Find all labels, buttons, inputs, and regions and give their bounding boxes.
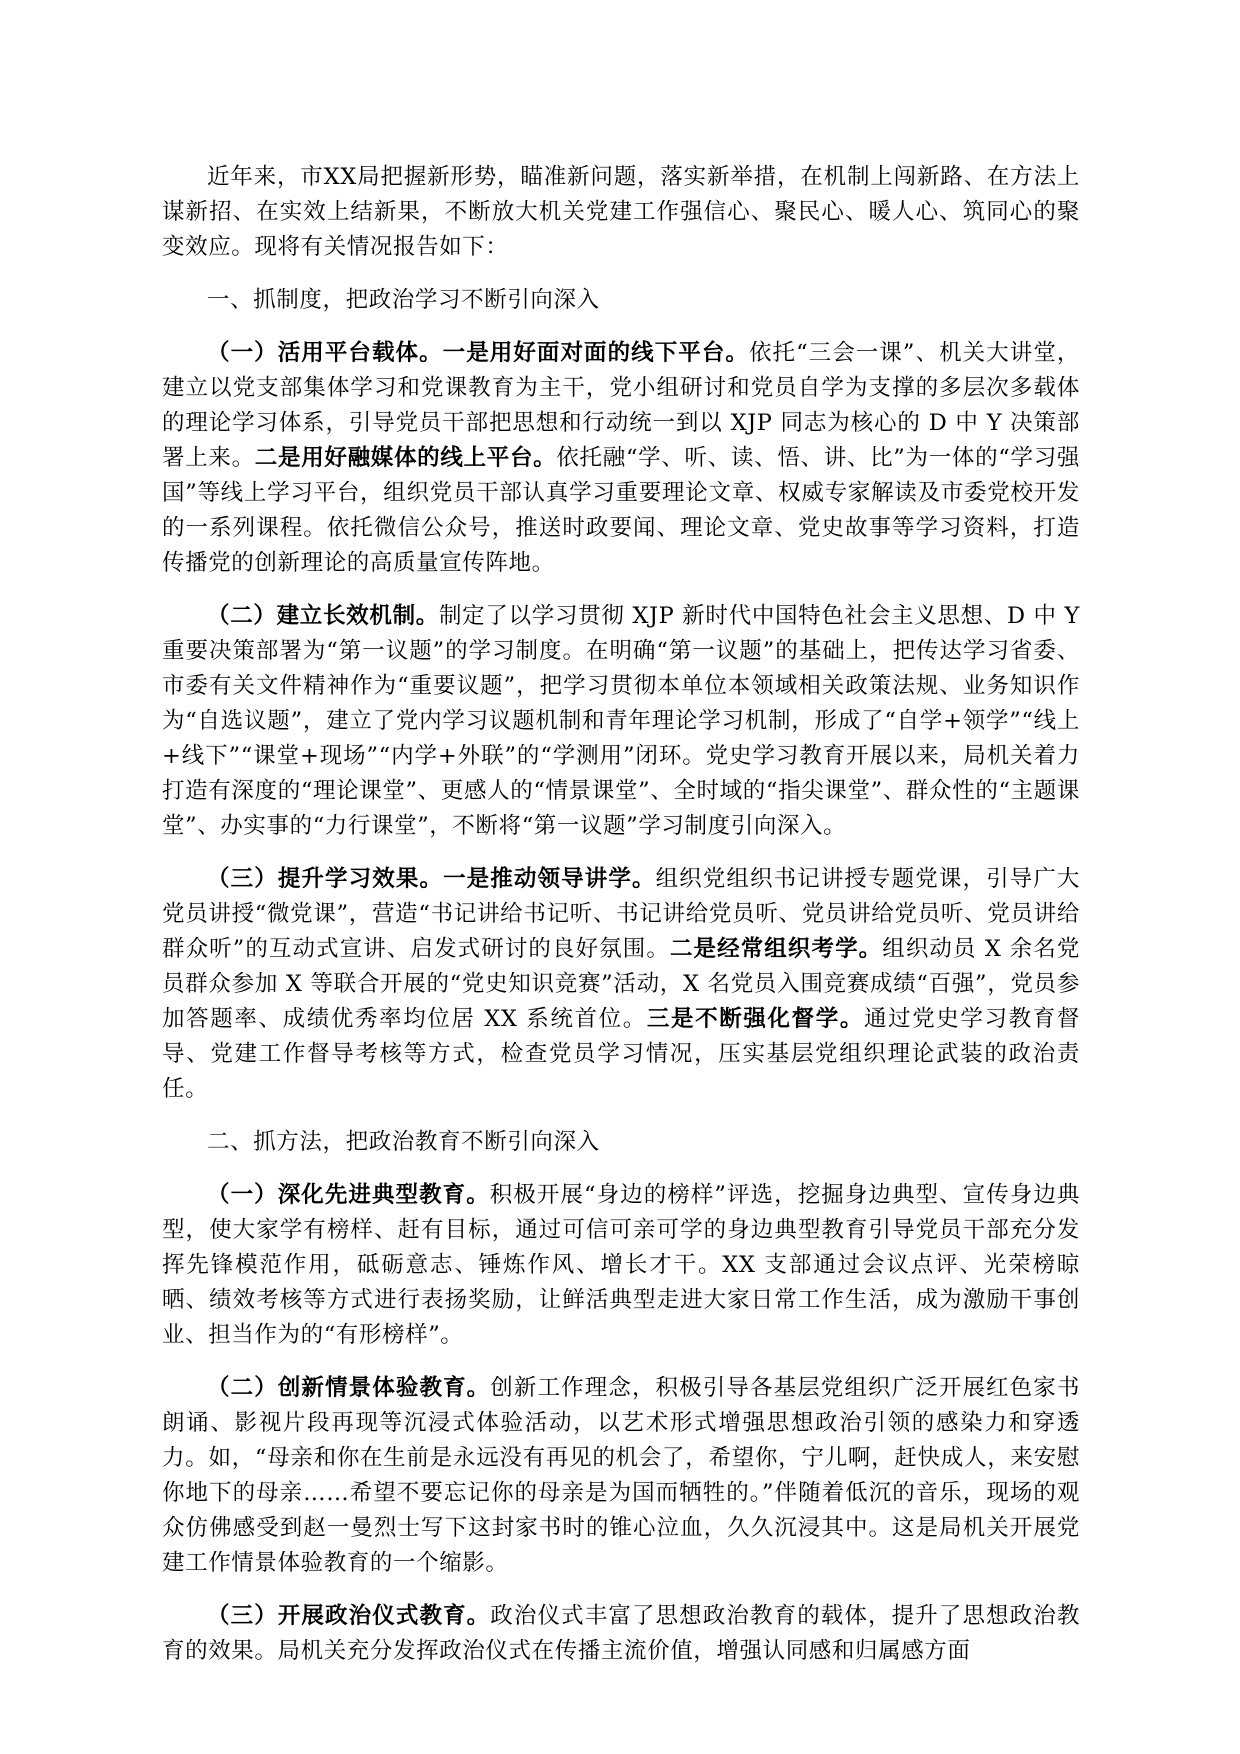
section2-paragraph-2 [162,1371,1080,1581]
paragraph-text: 组织党组织书记讲授专题党课，引导广大党员讲授“微党课”，营造“书记讲给书记听、书记讲给党员听、党员讲给党员听、党员讲给群众听”的互动式宣讲、启发式研讨的良好氛围。 [162,866,1080,962]
bold-phrase: 二是用好融媒体的线上平台。 [254,445,557,471]
paragraph-text: 依托“三会一课”、机关大讲堂，建立以党支部集体学习和党课教育为主干，党小组研讨和党员自学为支撑的多层次多载体的理论学习体系，引导党员干部把思想和行动统一到以 XJP 同志为核心的 D 中 Y 决策部署上来。 [162,340,1080,471]
subheading-lead: （二）创新情景体验教育。 [207,1375,491,1401]
bold-phrase: 二是经常组织考学。 [669,936,883,962]
subheading-lead: （三）提升学习效果。一是推动领导讲学。 [207,866,656,892]
intro-paragraph [162,160,1080,265]
section-heading-1 [162,283,1080,318]
paragraph-text: 创新工作理念，积极引导各基层党组织广泛开展红色家书朗诵、影视片段再现等沉浸式体验活动，以艺术形式增强思想政治引领的感染力和穿透力。如，“母亲和你在生前是永远没有再见的机会了，希望你，宁儿啊，赶快成人，来安慰你地下的母亲……希望不要忘记你的母亲是为国而牺牲的。”伴随着低沉的音乐，现场的观众仿佛感受到赵一曼烈士写下这封家书时的锥心泣血，久久沉浸其中。这是局机关开展党建工作情景体验教育的一个缩影。 [162,1375,1080,1576]
subheading-lead: （一）活用平台载体。一是用好面对面的线下平台。 [207,340,749,366]
paragraph-text: 依托融“学、听、读、悟、讲、比”为一体的“学习强国”等线上学习平台，组织党员干部认真学习重要理论文章、权威专家解读及市委党校开发的一系列课程。依托微信公众号，推送时政要闻、理论文章、党史故事等学习资料，打造传播党的创新理论的高质量宣传阵地。 [162,445,1080,576]
subheading-lead: （二）建立长效机制。 [207,603,439,629]
section1-paragraph-1 [162,336,1080,581]
section2-paragraph-1 [162,1178,1080,1353]
bold-phrase: 三是不断强化督学。 [646,1006,864,1032]
section2-paragraph-3 [162,1599,1080,1669]
document-body [162,160,1080,1687]
section-heading-1-text: 一、抓制度，把政治学习不断引向深入 [207,287,600,313]
section1-paragraph-2 [162,599,1080,844]
paragraph-text: 政治仪式丰富了思想政治教育的载体，提升了思想政治教育的效果。局机关充分发挥政治仪式在传播主流价值，增强认同感和归属感方面 [162,1603,1080,1664]
paragraph-text: 积极开展“身边的榜样”评选，挖掘身边典型、宣传身边典型，使大家学有榜样、赶有目标，通过可信可亲可学的身边典型教育引导党员干部充分发挥先锋模范作用，砥砺意志、锤炼作风、增长才干。XX 支部通过会议点评、光荣榜晾晒、绩效考核等方式进行表扬奖励，让鲜活典型走进大家日常工作生活，成为激励干事创业、担当作为的“有形榜样”。 [162,1182,1081,1348]
section1-paragraph-3 [162,862,1080,1107]
paragraph-text: 制定了以学习贯彻 XJP 新时代中国特色社会主义思想、D 中 Y 重要决策部署为“第一议题”的学习制度。在明确“第一议题”的基础上，把传达学习省委、市委有关文件精神作为“重要议题”，把学习贯彻本单位本领域相关政策法规、业务知识作为“自选议题”，建立了党内学习议题机制和青年理论学习机制，形成了“自学+领学”“线上+线下”“课堂+现场”“内学+外联”的“学测用”闭环。党史学习教育开展以来，局机关着力打造有深度的“理论课堂”、更感人的“情景课堂”、全时域的“指尖课堂”、群众性的“主题课堂”、办实事的“力行课堂”，不断将“第一议题”学习制度引向深入。 [162,603,1080,839]
subheading-lead: （三）开展政治仪式教育。 [207,1603,491,1629]
paragraph-text: 组织动员 X 余名党员群众参加 X 等联合开展的“党史知识竞赛”活动，X 名党员入围竞赛成绩“百强”，党员参加答题率、成绩优秀率均位居 XX 系统首位。 [162,936,1080,1032]
section-heading-2-text: 二、抓方法，把政治教育不断引向深入 [207,1129,600,1155]
section-heading-2 [162,1125,1080,1160]
intro-text: 近年来，市XX局把握新形势，瞄准新问题，落实新举措，在机制上闯新路、在方法上谋新招、在实效上结新果，不断放大机关党建工作强信心、聚民心、暖人心、筑同心的聚变效应。现将有关情况报告如下： [162,164,1080,260]
subheading-lead: （一）深化先进典型教育。 [207,1182,490,1208]
paragraph-text: 通过党史学习教育督导、党建工作督导考核等方式，检查党员学习情况，压实基层党组织理论武装的政治责任。 [162,1006,1080,1102]
